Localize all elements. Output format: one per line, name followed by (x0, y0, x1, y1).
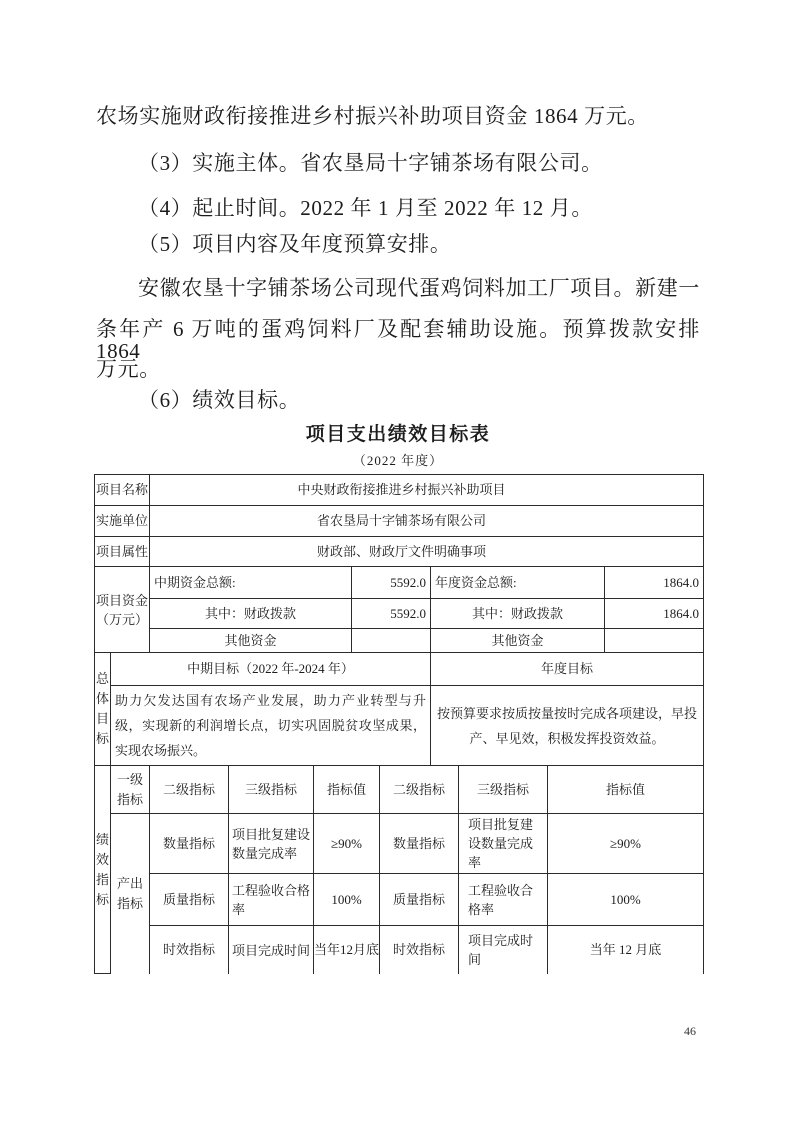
mid-goal-header: 中期目标（2022 年-2024 年） (111, 653, 431, 686)
project-funding-label-line1: 项目资金 (95, 592, 148, 608)
indicator-cell: 当年12月底 (314, 926, 380, 974)
paragraph-line: （5）项目内容及年度预算安排。 (138, 232, 452, 256)
indicator-cell: ≥90% (314, 814, 380, 874)
indicator-cell: ≥90% (548, 814, 704, 874)
implementing-unit-value: 省农垦局十字铺茶场有限公司 (150, 506, 704, 537)
indicator-value-header-left: 指标值 (314, 766, 380, 814)
mid-total-value: 5592.0 (352, 567, 431, 599)
project-attribute-label: 项目属性 (95, 537, 150, 567)
indicator-cell: 数量指标 (150, 814, 229, 874)
output-indicator-label: 产出指标 (111, 814, 150, 974)
indicator-cell: 项目批复建设数量完成率 (229, 814, 314, 874)
paragraph-line: 农场实施财政衔接推进乡村振兴补助项目资金 1864 万元。 (96, 104, 649, 128)
mid-goal-text (111, 686, 431, 766)
year-goal-header: 年度目标 (431, 653, 704, 686)
mid-other-value (352, 629, 431, 653)
paragraph-line: 万元。 (96, 357, 161, 381)
level2-indicator-header-left: 二级指标 (150, 766, 229, 814)
table-title: 项目支出绩效目标表 (305, 424, 491, 445)
mid-total-label: 中期资金总额: (150, 567, 352, 599)
indicator-cell: 项目完成时间 (459, 926, 548, 974)
page-number: 46 (684, 1024, 696, 1038)
performance-target-table (94, 474, 704, 974)
project-name-label: 项目名称 (95, 475, 150, 506)
indicator-cell: 时效指标 (380, 926, 459, 974)
level2-indicator-header-right: 二级指标 (380, 766, 459, 814)
mid-fiscal-value: 5592.0 (352, 599, 431, 629)
overall-goal-section-label: 总体目标 (95, 653, 111, 766)
level3-indicator-header-right: 三级指标 (459, 766, 548, 814)
indicator-cell: 数量指标 (380, 814, 459, 874)
level1-indicator-header: 一级指标 (111, 766, 150, 814)
indicator-cell: 当年 12 月底 (548, 926, 704, 974)
implementing-unit-label: 实施单位 (95, 506, 150, 537)
paragraph-line: 安徽农垦十字铺茶场公司现代蛋鸡饲料加工厂项目。新建一 (138, 276, 700, 300)
indicator-cell: 100% (314, 874, 380, 926)
mid-goal-text-content: 助力欠发达国有农场产业发展，助力产业转型与升级，实现新的利润增长点，切实巩固脱贫攻坚成果，实现农场振兴。 (115, 693, 426, 758)
indicator-cell: 工程验收合格率 (229, 874, 314, 926)
year-other-value (605, 629, 704, 653)
year-total-label: 年度资金总额: (431, 567, 605, 599)
indicator-cell: 工程验收合格率 (459, 874, 548, 926)
paragraph-line: （3）实施主体。省农垦局十字铺茶场有限公司。 (138, 151, 603, 175)
indicator-cell: 100% (548, 874, 704, 926)
paragraph-line: 条年产 6 万吨的蛋鸡饲料厂及配套辅助设施。预算拨款安排 1864 (96, 317, 700, 363)
year-total-value: 1864.0 (605, 567, 704, 599)
project-attribute-value: 财政部、财政厅文件明确事项 (150, 537, 704, 567)
mid-other-label: 其他资金 (150, 629, 352, 653)
year-other-label: 其他资金 (431, 629, 605, 653)
indicator-value-header-right: 指标值 (548, 766, 704, 814)
table-subtitle: （2022 年度） (352, 453, 444, 468)
indicator-cell: 质量指标 (150, 874, 229, 926)
indicator-cell: 质量指标 (380, 874, 459, 926)
year-fiscal-label: 其中：财政拨款 (431, 599, 605, 629)
indicator-cell: 项目完成时间 (229, 926, 314, 974)
level3-indicator-header-left: 三级指标 (229, 766, 314, 814)
project-funding-label (95, 567, 150, 653)
project-funding-label-line2: （万元） (95, 611, 148, 627)
mid-fiscal-label: 其中：财政拨款 (150, 599, 352, 629)
year-goal-text: 按预算要求按质按量按时完成各项建设，早投产、早见效，积极发挥投资效益。 (431, 686, 704, 766)
indicator-section-label: 绩效指标 (95, 766, 111, 974)
indicator-cell: 项目批复建设数量完成率 (459, 814, 548, 874)
paragraph-line: （4）起止时间。2022 年 1 月至 2022 年 12 月。 (138, 196, 593, 220)
project-name-value: 中央财政衔接推进乡村振兴补助项目 (150, 475, 704, 506)
year-fiscal-value: 1864.0 (605, 599, 704, 629)
paragraph-line: （6）绩效目标。 (138, 388, 301, 412)
indicator-cell: 时效指标 (150, 926, 229, 974)
